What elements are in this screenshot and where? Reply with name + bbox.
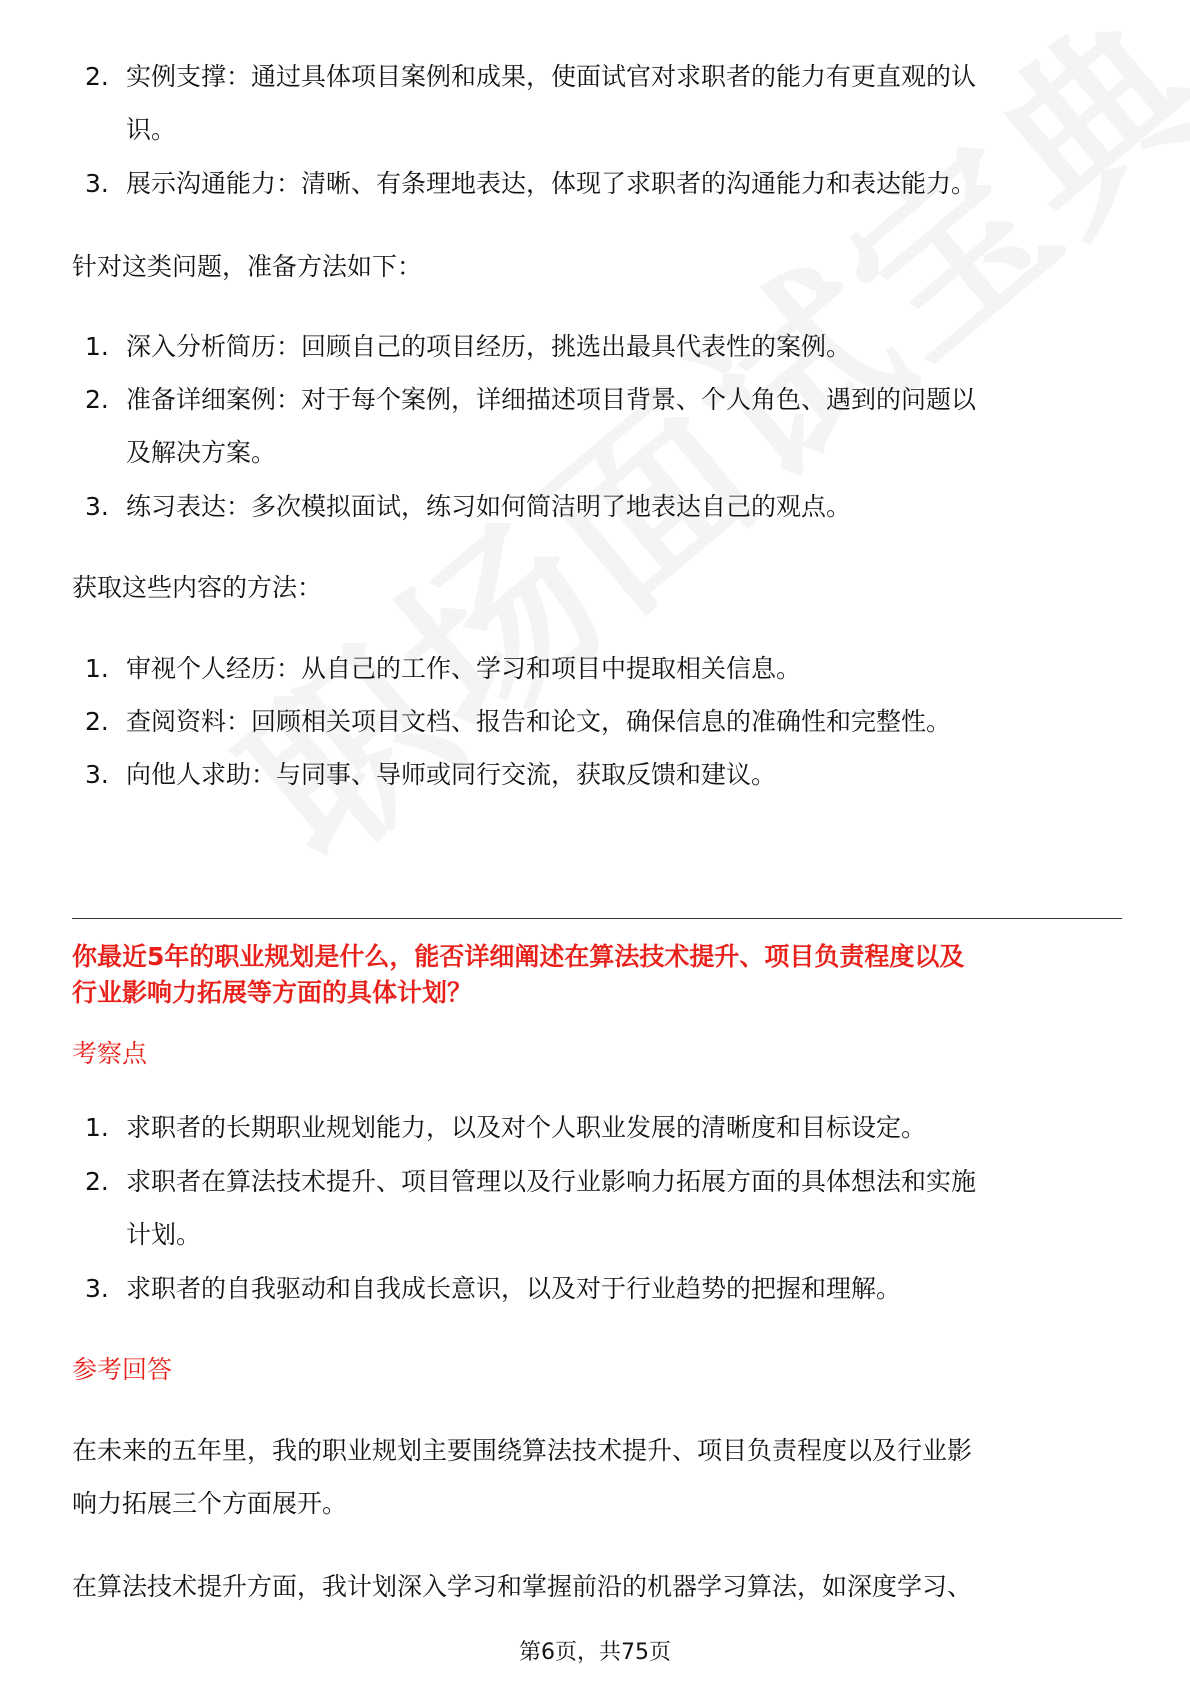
list-item-text: 求职者的长期职业规划能力，以及对个人职业发展的清晰度和目标设定。 [126, 1113, 927, 1142]
list-number: 3. [85, 492, 109, 521]
list-item-text: 求职者在算法技术提升、项目管理以及行业影响力拓展方面的具体想法和实施 [126, 1167, 977, 1196]
paragraph: 获取这些内容的方法： [72, 573, 323, 602]
paragraph: 针对这类问题，准备方法如下： [72, 252, 423, 281]
list-number: 2. [85, 1167, 109, 1196]
list-item-text: 展示沟通能力：清晰、有条理地表达，体现了求职者的沟通能力和表达能力。 [126, 169, 977, 198]
list-item-text: 练习表达：多次模拟面试，练习如何简洁明了地表达自己的观点。 [126, 492, 852, 521]
question-title-continuation: 行业影响力拓展等方面的具体计划？ [72, 978, 473, 1007]
list-number: 3. [85, 169, 109, 198]
section-heading: 考察点 [72, 1039, 148, 1068]
list-number: 2. [85, 385, 109, 414]
list-item-text: 识。 [126, 115, 177, 144]
list-item-text: 深入分析简历：回顾自己的项目经历，挑选出最具代表性的案例。 [126, 332, 852, 361]
section-divider [72, 918, 1122, 919]
list-item-text: 实例支撑：通过具体项目案例和成果，使面试官对求职者的能力有更直观的认 [126, 62, 977, 91]
list-item-text: 准备详细案例：对于每个案例，详细描述项目背景、个人角色、遇到的问题以 [126, 385, 977, 414]
question-title: 你最近5年的职业规划是什么，能否详细阐述在算法技术提升、项目负责程度以及 [72, 942, 965, 971]
list-number: 1. [85, 654, 109, 683]
list-number: 3. [85, 1274, 109, 1303]
list-item-text: 及解决方案。 [126, 438, 277, 467]
list-item-text: 向他人求助：与同事、导师或同行交流，获取反馈和建议。 [126, 760, 777, 789]
list-item-text: 计划。 [126, 1220, 202, 1249]
list-number: 2. [85, 707, 109, 736]
list-number: 2. [85, 62, 109, 91]
list-item-text: 查阅资料：回顾相关项目文档、报告和论文，确保信息的准确性和完整性。 [126, 707, 952, 736]
list-item-text: 审视个人经历：从自己的工作、学习和项目中提取相关信息。 [126, 654, 802, 683]
paragraph: 在算法技术提升方面，我计划深入学习和掌握前沿的机器学习算法，如深度学习、 [72, 1572, 973, 1601]
list-number: 3. [85, 760, 109, 789]
list-number: 1. [85, 1113, 109, 1142]
paragraph-continuation: 响力拓展三个方面展开。 [72, 1489, 348, 1518]
list-number: 1. [85, 332, 109, 361]
list-item-text: 求职者的自我驱动和自我成长意识，以及对于行业趋势的把握和理解。 [126, 1274, 902, 1303]
section-heading: 参考回答 [72, 1355, 173, 1384]
paragraph: 在未来的五年里，我的职业规划主要围绕算法技术提升、项目负责程度以及行业影 [72, 1436, 973, 1465]
page-number: 第6页，共75页 [519, 1640, 671, 1665]
